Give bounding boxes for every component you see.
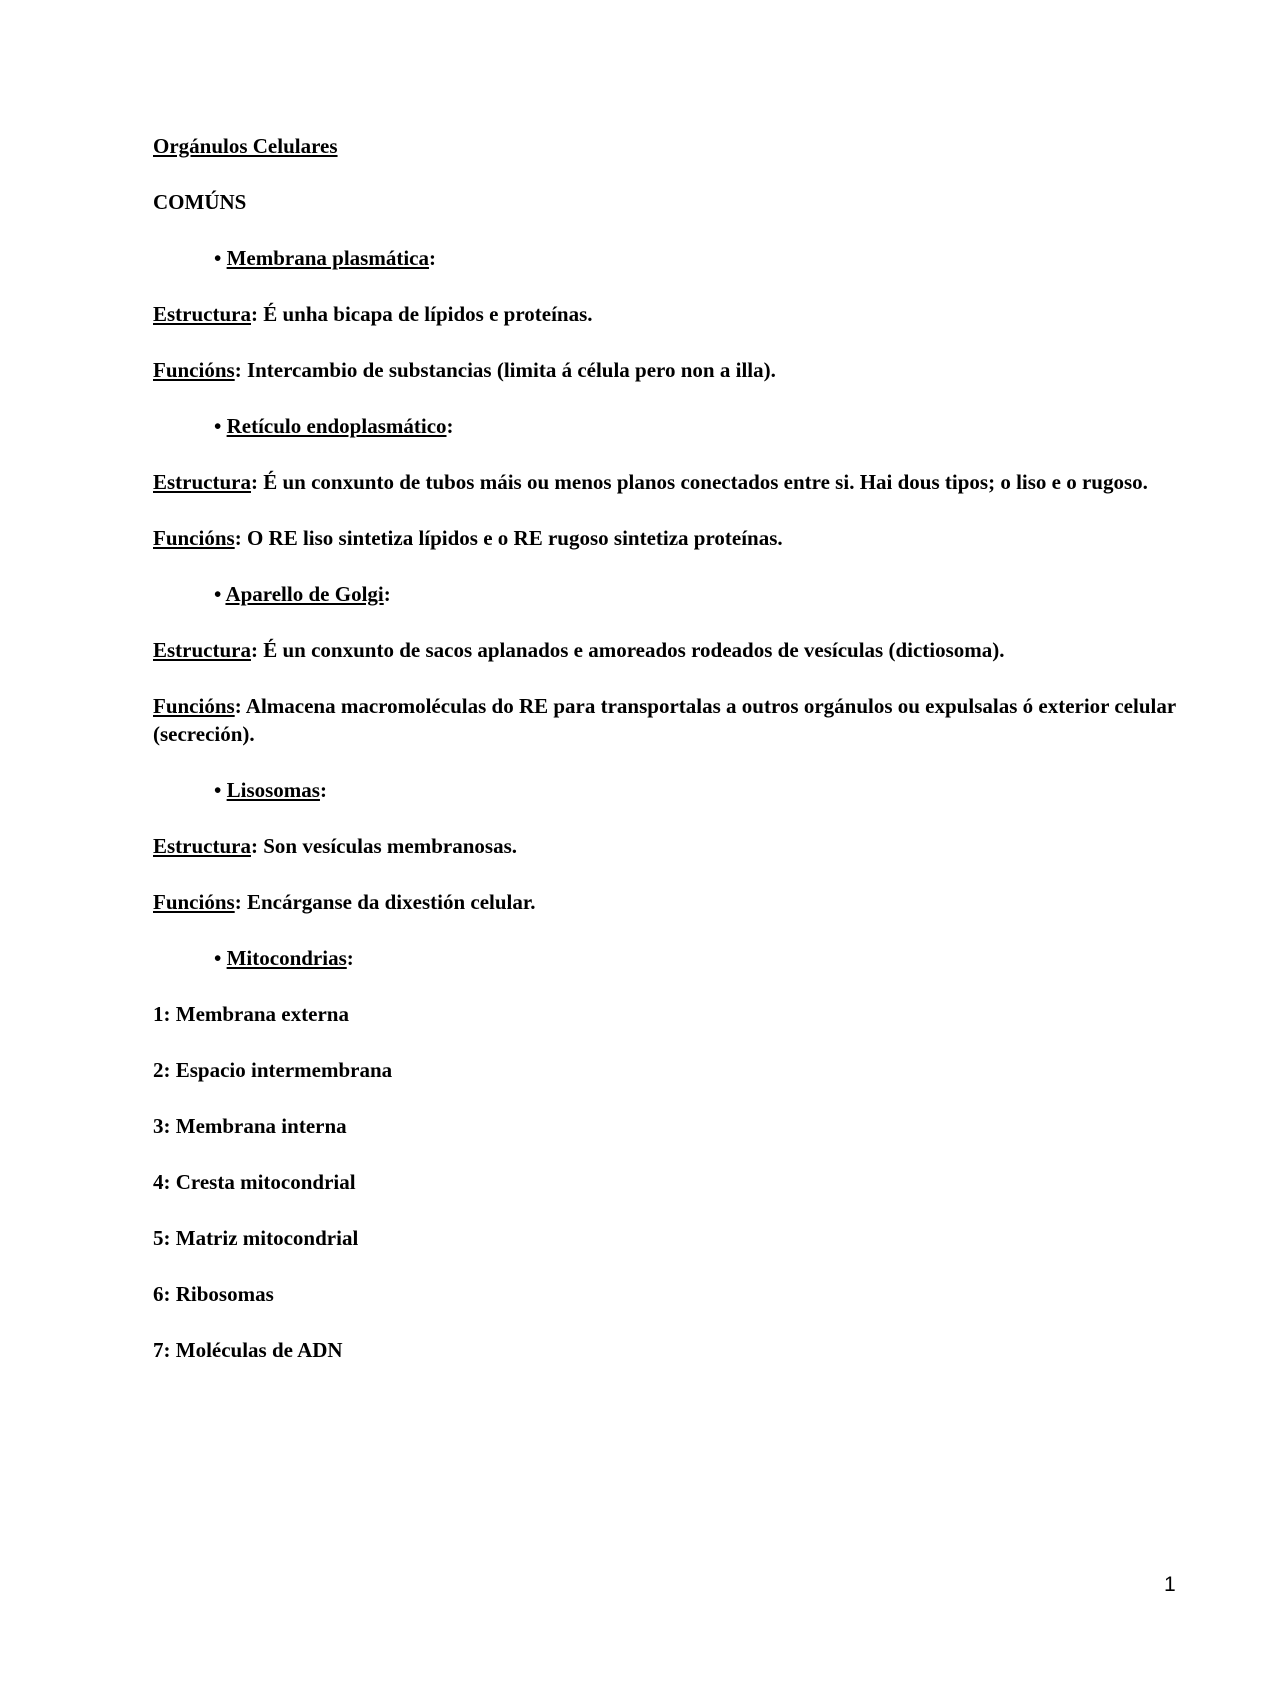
estructura-paragraph [153,832,1183,860]
mitocondria-part: 6: Ribosomas [153,1282,274,1306]
estructura-text: : É un conxunto de sacos aplanados e amoreados rodeados de vesículas (dictiosoma). [251,638,1005,662]
organelle-heading: • Membrana plasmática: [214,246,437,270]
funcions-text: : Almacena macromoléculas do RE para transportalas a outros orgánulos ou expulsalas ó exterior celular (secreción). [153,694,1176,746]
page-number: 1 [1164,1573,1176,1596]
estructura-label: Estructura [153,834,251,858]
funcions-label: Funcións [153,694,235,718]
funcions-text: : O RE liso sintetiza lípidos e o RE rugoso sintetiza proteínas. [234,526,783,550]
funcions-text: : Encárganse da dixestión celular. [234,890,536,914]
estructura-label: Estructura [153,302,251,326]
document-title: Orgánulos Celulares [153,134,338,158]
estructura-label: Estructura [153,638,251,662]
bullet-glyph: • [214,582,222,606]
funcions-label: Funcións [153,358,235,382]
mitocondria-part: 5: Matriz mitocondrial [153,1226,359,1250]
estructura-text: : É unha bicapa de lípidos e proteínas. [251,302,593,326]
estructura-text: : Son vesículas membranosas. [251,834,518,858]
funcions-paragraph [153,524,1183,552]
mitocondria-part: 2: Espacio intermembrana [153,1058,393,1082]
mitocondria-part: 4: Cresta mitocondrial [153,1170,356,1194]
organelle-name: Membrana plasmática [226,246,430,270]
funcions-paragraph [153,888,1183,916]
organelle-heading: • Retículo endoplasmático: [214,414,454,438]
organelle-heading: • Aparello de Golgi: [214,582,391,606]
funcions-paragraph [153,356,1183,384]
organelle-heading: • Mitocondrias: [214,946,354,970]
estructura-paragraph [153,468,1183,496]
organelle-heading: • Lisosomas: [214,778,327,802]
mitocondria-part: 7: Moléculas de ADN [153,1338,343,1362]
organelle-name: Lisosomas [226,778,320,802]
mitocondria-part: 3: Membrana interna [153,1114,347,1138]
section-heading: COMÚNS [153,190,247,214]
estructura-label: Estructura [153,470,251,494]
funcions-paragraph [153,692,1183,748]
organelle-name: Aparello de Golgi [225,582,384,606]
funcions-label: Funcións [153,526,235,550]
bullet-glyph: • [214,778,222,802]
bullet-glyph: • [214,946,222,970]
document-page [153,132,1183,1392]
funcions-label: Funcións [153,890,235,914]
mitocondria-part: 1: Membrana externa [153,1002,349,1026]
estructura-text: : É un conxunto de tubos máis ou menos planos conectados entre si. Hai dous tipos; o liso e o rugoso. [251,470,1148,494]
estructura-paragraph [153,300,1183,328]
organelle-name: Mitocondrias [226,946,347,970]
bullet-glyph: • [214,246,222,270]
bullet-glyph: • [214,414,222,438]
funcions-text: : Intercambio de substancias (limita á célula pero non a illa). [234,358,776,382]
organelle-name: Retículo endoplasmático [226,414,447,438]
estructura-paragraph [153,636,1183,664]
